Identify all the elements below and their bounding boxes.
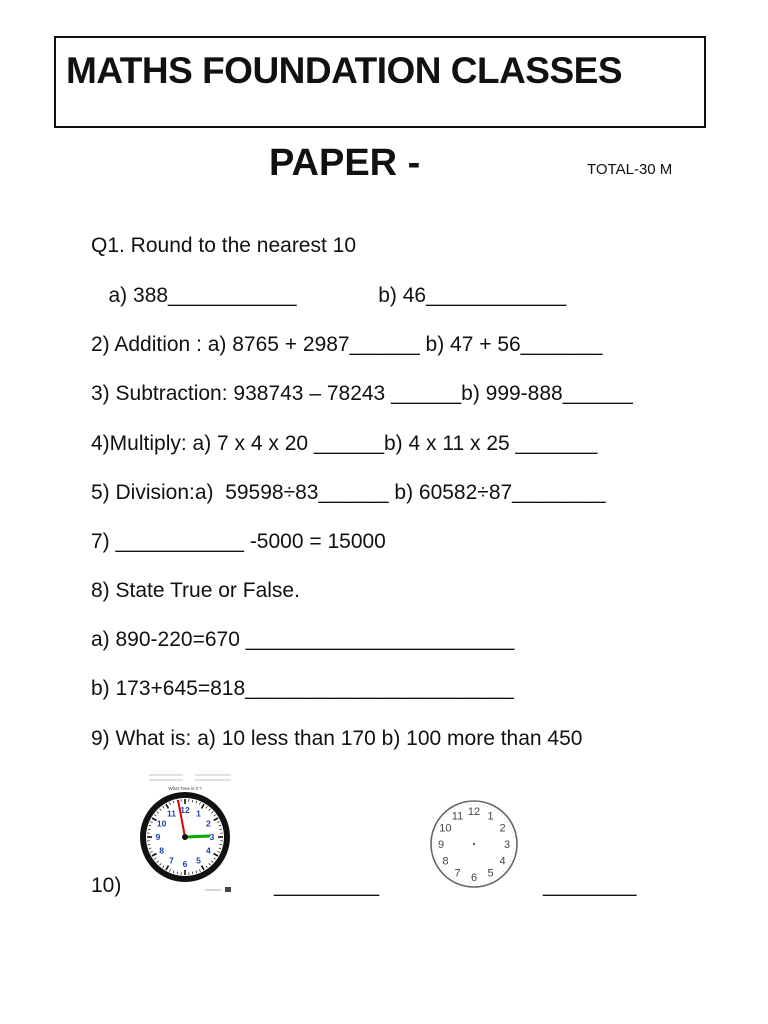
blank-clock-numeral: 1 bbox=[487, 810, 494, 823]
title-box bbox=[54, 36, 706, 128]
clock-worksheet-svg bbox=[135, 770, 237, 896]
question-9: 9) What is: a) 10 less than 170 b) 100 more than 450 bbox=[91, 727, 583, 750]
blank-clock-numeral: 7 bbox=[454, 867, 461, 880]
total-marks: TOTAL-30 M bbox=[587, 161, 673, 178]
question-8a: a) 890-220=670 _______________________ bbox=[91, 628, 515, 651]
hour-hand bbox=[185, 836, 210, 837]
question-3: 3) Subtraction: 938743 – 78243 ______b) 999-888______ bbox=[91, 382, 633, 405]
blank-clock-numeral: 6 bbox=[470, 871, 478, 884]
worksheet-clock-numeral: 5 bbox=[196, 855, 201, 866]
blank-clock-numeral: 12 bbox=[467, 805, 481, 818]
blank-clock-svg bbox=[427, 797, 521, 891]
worksheet-clock-numeral: 7 bbox=[169, 855, 174, 866]
worksheet-clock-numeral: 6 bbox=[182, 858, 188, 869]
page-title: MATHS FOUNDATION CLASSES bbox=[66, 50, 623, 91]
blank-clock-numeral: 4 bbox=[499, 855, 506, 868]
clock-worksheet-image bbox=[135, 770, 237, 896]
question-2: 2) Addition : a) 8765 + 2987______ b) 47 + 56_______ bbox=[91, 333, 603, 356]
worksheet-clock-numeral: 1 bbox=[196, 808, 201, 819]
blank-clock-numeral: 3 bbox=[503, 838, 511, 851]
question-5: 5) Division:a) 59598÷83______ b) 60582÷87________ bbox=[91, 481, 606, 504]
worksheet-clock-numeral: 12 bbox=[180, 804, 190, 815]
question-10-blank-2: ________ bbox=[543, 874, 637, 897]
worksheet-clock-numeral: 10 bbox=[156, 818, 167, 829]
worksheet-clock-numeral: 3 bbox=[209, 831, 215, 842]
blank-clock-image bbox=[427, 797, 521, 891]
worksheet-caption: What Time is it ? bbox=[168, 786, 202, 791]
question-8b: b) 173+645=818_______________________ bbox=[91, 677, 514, 700]
question-8: 8) State True or False. bbox=[91, 579, 300, 602]
question-4: 4)Multiply: a) 7 x 4 x 20 ______b) 4 x 11 x 25 _______ bbox=[91, 432, 598, 455]
blank-clock-numeral: 10 bbox=[439, 822, 452, 835]
worksheet-clock-numeral: 11 bbox=[167, 808, 176, 819]
question-7: 7) ___________ -5000 = 15000 bbox=[91, 530, 386, 553]
worksheet-clock-numeral: 2 bbox=[206, 818, 211, 829]
question-1: Q1. Round to the nearest 10 bbox=[91, 234, 357, 257]
question-1-parts: a) 388___________ b) 46____________ bbox=[91, 284, 567, 307]
blank-clock-numeral: 11 bbox=[451, 810, 464, 823]
blank-clock-numeral: 9 bbox=[437, 838, 445, 851]
blank-clock-numeral: 5 bbox=[487, 867, 494, 880]
worksheet-clock-numeral: 9 bbox=[155, 831, 161, 842]
blank-clock-numeral: 2 bbox=[499, 822, 506, 835]
paper-heading: PAPER - bbox=[269, 142, 421, 184]
blank-clock-numeral: 8 bbox=[442, 855, 449, 868]
question-10-label: 10) bbox=[91, 874, 122, 897]
worksheet-clock-numeral: 4 bbox=[206, 845, 211, 856]
question-10-blank-1: _________ bbox=[274, 874, 380, 897]
worksheet-clock-numeral: 8 bbox=[159, 845, 164, 856]
